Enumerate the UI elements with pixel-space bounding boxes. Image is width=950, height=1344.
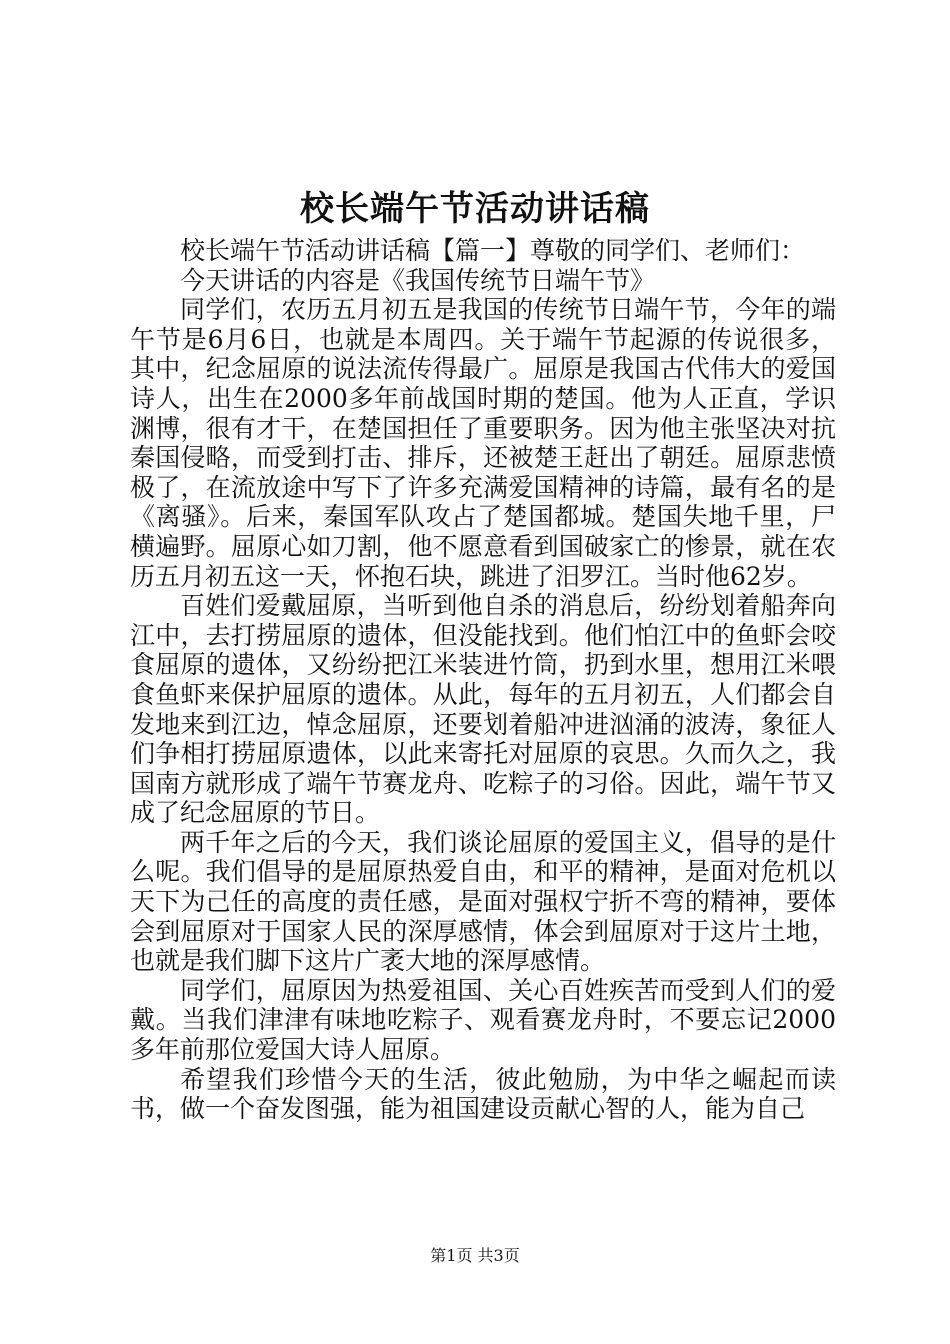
paragraph: 同学们，农历五月初五是我国的传统节日端午节，今年的端午节是6月6日，也就是本周四。关于端午节起源的传说很多，其中，纪念屈原的说法流传得最广。屈原是我国古代伟大的爱国诗人，出生在2000多年前战国时期的楚国。他为人正直，学识渊博，很有才干，在楚国担任了重要职务。因为他主张坚决对抗秦国侵略，而受到打击、排斥，还被楚王赶出了朝廷。屈原悲愤极了，在流放途中写下了许多充满爱国精神的诗篇，最有名的是《离骚》。后来，秦国军队攻占了楚国都城。楚国失地千里，尸横遍野。屈原心如刀割，他不愿意看到国破家亡的惨景，就在农历五月初五这一天，怀抱石块，跳进了汨罗江。当时他62岁。 xyxy=(130,295,836,591)
document-body xyxy=(130,236,836,1124)
paragraph: 今天讲话的内容是《我国传统节日端午节》 xyxy=(180,265,656,295)
paragraph: 校长端午节活动讲话稿【篇一】尊敬的同学们、老师们： xyxy=(180,236,806,265)
page-footer: 第1页 共3页 xyxy=(430,1246,520,1265)
paragraph: 同学们，屈原因为热爱祖国、关心百姓疾苦而受到人们的爱戴。当我们津津有味地吃粽子、观看赛龙舟时，不要忘记2000多年前那位爱国大诗人屈原。 xyxy=(130,975,836,1065)
document-title: 校长端午节活动讲话稿 xyxy=(300,189,650,229)
paragraph: 两千年之后的今天，我们谈论屈原的爱国主义，倡导的是什么呢。我们倡导的是屈原热爱自由，和平的精神，是面对危机以天下为己任的高度的责任感，是面对强权宁折不弯的精神，要体会到屈原对于国家人民的深厚感情，体会到屈原对于这片土地，也就是我们脚下这片广袤大地的深厚感情。 xyxy=(130,827,836,976)
paragraph: 希望我们珍惜今天的生活，彼此勉励，为中华之崛起而读书，做一个奋发图强，能为祖国建设贡献心智的人，能为自己 xyxy=(130,1064,836,1124)
paragraph: 百姓们爱戴屈原，当听到他自杀的消息后，纷纷划着船奔向江中，去打捞屈原的遗体，但没能找到。他们怕江中的鱼虾会咬食屈原的遗体，又纷纷把江米装进竹筒，扔到水里，想用江米喂食鱼虾来保护屈原的遗体。从此，每年的五月初五，人们都会自发地来到江边，悼念屈原，还要划着船冲进汹涌的波涛，象征人们争相打捞屈原遗体，以此来寄托对屈原的哀思。久而久之，我国南方就形成了端午节赛龙舟、吃粽子的习俗。因此，端午节又成了纪念屈原的节日。 xyxy=(130,591,836,828)
